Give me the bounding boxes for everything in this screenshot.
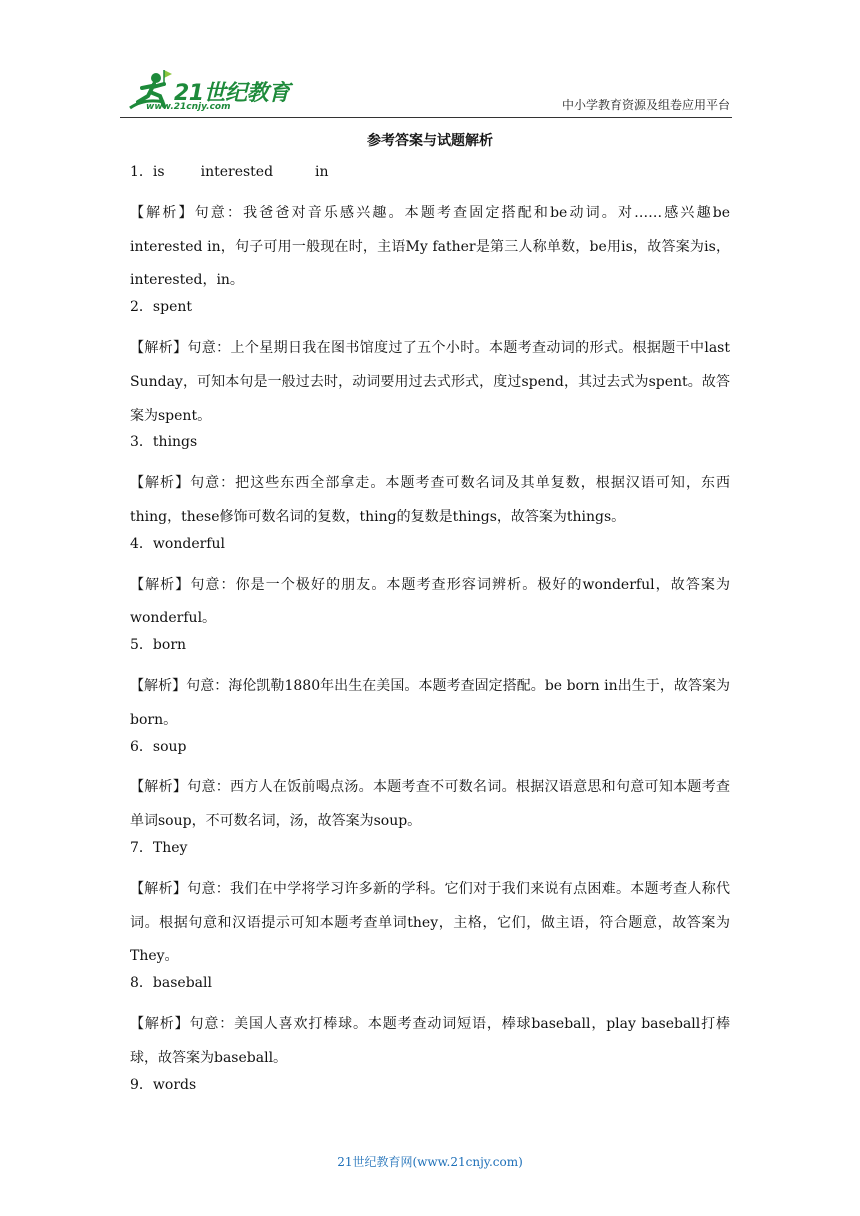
answer-word: interested [200, 164, 274, 180]
answer-word: is [152, 164, 165, 180]
explanation-1: 【解析】句意：我爸爸对音乐感兴趣。本题考查固定搭配和be动词。对……感兴趣be interested in，句子可用一般现在时，主语My father是第三人称单数，be用is，故答案为is，interested，in。 [130, 204, 730, 289]
item-number: 6． [130, 738, 153, 755]
answer-item-7 [130, 839, 730, 873]
footer-site-link[interactable]: 21世纪教育网(www.21cnjy.com) [337, 1155, 523, 1169]
answer-item-5 [130, 636, 730, 670]
item-number: 7． [130, 839, 153, 856]
answer-word: born [152, 637, 187, 654]
page-header [120, 66, 732, 116]
answer-word: things [152, 434, 198, 451]
item-number: 8． [130, 975, 153, 992]
page-title: 参考答案与试题解析 [367, 133, 493, 149]
answer-item-9 [130, 1076, 730, 1110]
header-platform-text: 中小学教育资源及组卷应用平台 [561, 98, 730, 112]
answer-word: wonderful [152, 535, 225, 552]
answer-word: in [315, 164, 329, 180]
answer-word: baseball [152, 975, 212, 992]
answer-word: soup [152, 738, 187, 755]
header-divider [120, 117, 732, 118]
item-number: 3． [130, 434, 153, 451]
answer-word: They [152, 839, 188, 856]
item-number: 9． [130, 1076, 153, 1093]
answer-item-3 [130, 433, 730, 467]
item-number: 5． [130, 637, 153, 654]
explanation-7: 【解析】句意：我们在中学将学习许多新的学科。它们对于我们来说有点困难。本题考查人称代词。根据句意和汉语提示可知本题考查单词they，主格，它们，做主语，符合题意，故答案为They。 [130, 880, 730, 965]
answer-word: spent [152, 299, 192, 316]
explanation-8: 【解析】句意：美国人喜欢打棒球。本题考查动词短语，棒球baseball，play baseball打棒球，故答案为baseball。 [130, 1015, 730, 1066]
logo-url: www.21cnjy.com [146, 102, 231, 112]
answer-item-8 [130, 974, 730, 1008]
answer-item-6 [130, 738, 730, 772]
answer-item-1 [130, 163, 730, 197]
explanation-6: 【解析】句意：西方人在饭前喝点汤。本题考查不可数名词。根据汉语意思和句意可知本题考查单词soup，不可数名词，汤，故答案为soup。 [130, 779, 730, 830]
answer-item-4 [130, 535, 730, 569]
answer-list [130, 163, 730, 1109]
item-number: 2． [130, 299, 153, 316]
answer-item-2 [130, 298, 730, 332]
explanation-4: 【解析】句意：你是一个极好的朋友。本题考查形容词辨析。极好的wonderful，故答案为wonderful。 [130, 576, 730, 627]
item-number: 1． [130, 164, 153, 180]
logo-text: 21世纪教育 [174, 81, 290, 106]
explanation-5: 【解析】句意：海伦凯勒1880年出生在美国。本题考查固定搭配。be born in出生于，故答案为born。 [130, 677, 730, 728]
answer-word: words [152, 1076, 197, 1093]
explanation-2: 【解析】句意：上个星期日我在图书馆度过了五个小时。本题考查动词的形式。根据题干中last Sunday，可知本句是一般过去时，动词要用过去式形式，度过spend，其过去式为spent。故答案为spent。 [130, 339, 730, 424]
item-number: 4． [130, 535, 153, 552]
site-logo[interactable] [120, 66, 295, 116]
explanation-3: 【解析】句意：把这些东西全部拿走。本题考查可数名词及其单复数，根据汉语可知，东西thing，these修饰可数名词的复数，thing的复数是things，故答案为things。 [130, 475, 730, 525]
